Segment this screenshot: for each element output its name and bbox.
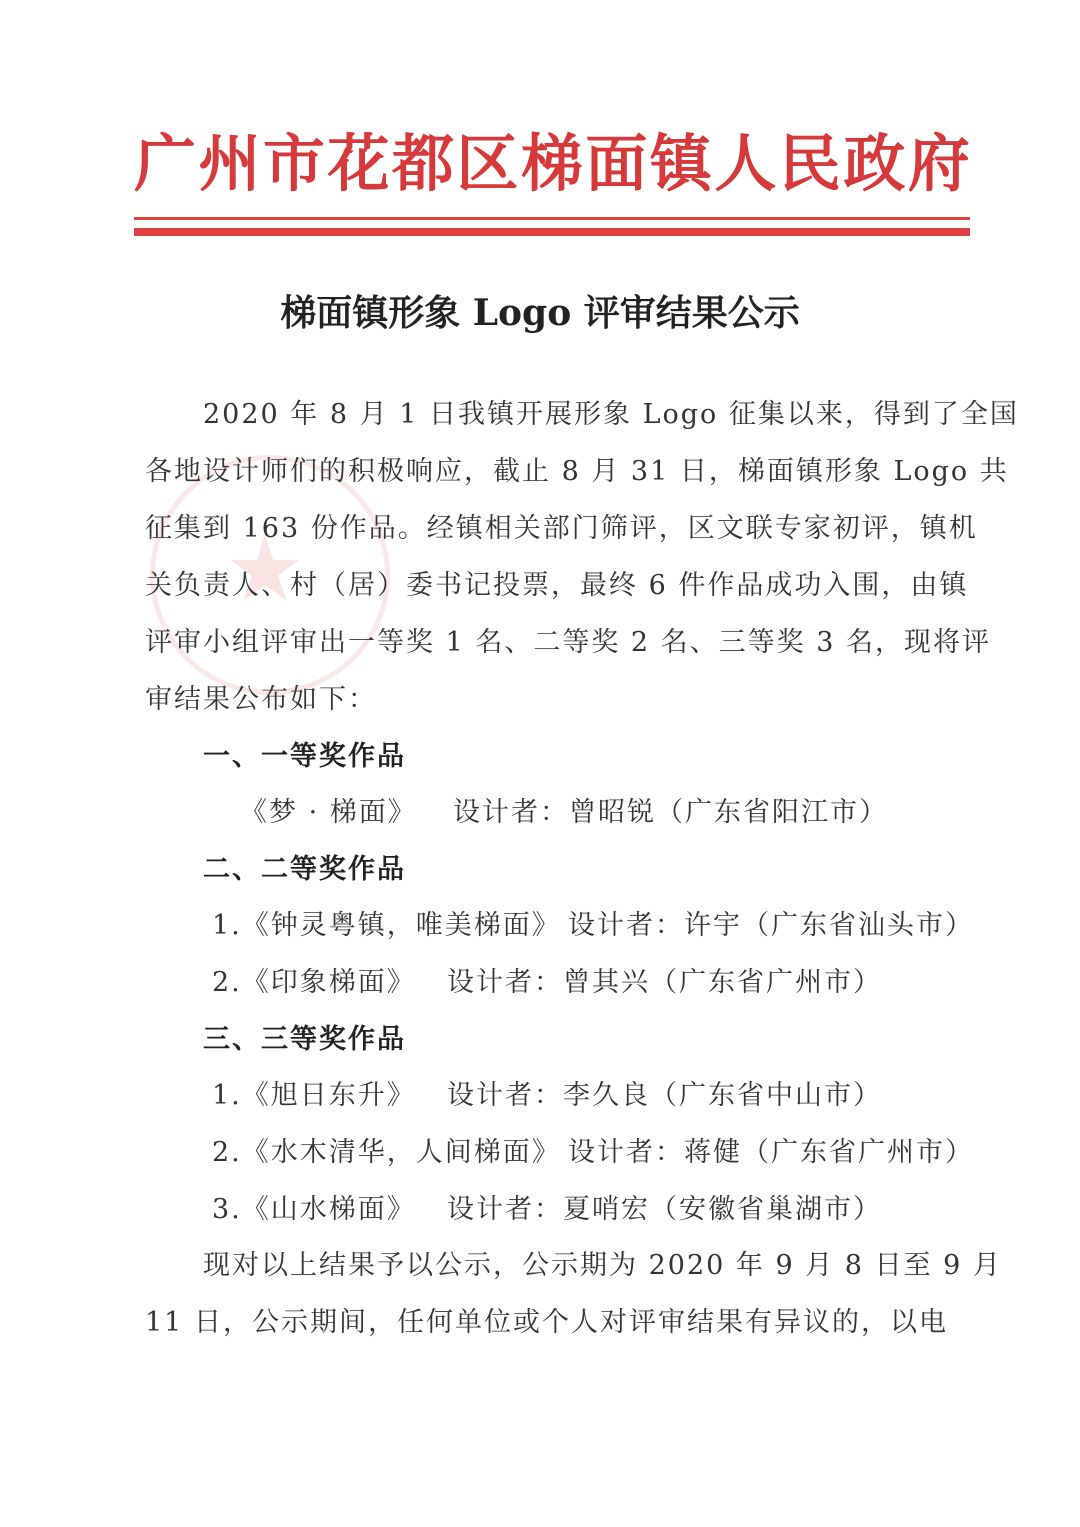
award-designer: 设计者：夏哨宏（安徽省巢湖市） (447, 1194, 882, 1225)
award-designer: 设计者：蒋健（广东省广州市） (568, 1137, 974, 1168)
intro-line: 审结果公布如下： (145, 684, 377, 715)
section-heading: 一、一等奖作品 (203, 741, 406, 772)
masthead-char: 府 (907, 127, 970, 200)
closing-line: 11 日，公示期间，任何单位或个人对评审结果有异议的，以电 (145, 1307, 948, 1338)
closing-line: 现对以上结果予以公示，公示期为 2020 年 9 月 8 日至 9 月 (203, 1250, 1002, 1281)
intro-line: 评审小组评审出一等奖 1 名、二等奖 2 名、三等奖 3 名，现将评 (145, 627, 992, 658)
intro-line: 各地设计师们的积极响应，截止 8 月 31 日，梯面镇形象 Logo 共 (145, 456, 1009, 487)
award-designer: 设计者：曾昭锐（广东省阳江市） (453, 797, 888, 828)
masthead-char: 都 (391, 127, 454, 200)
award-designer: 设计者：李久良（广东省中山市） (447, 1080, 882, 1111)
award-designer: 设计者：曾其兴（广东省广州市） (447, 967, 882, 998)
agency-masthead (134, 128, 970, 200)
intro-line: 征集到 163 份作品。经镇相关部门筛评，区文联专家初评，镇机 (145, 513, 978, 544)
award-work: 《梦 · 梯面》 (240, 797, 417, 828)
document-title: 梯面镇形象 Logo 评审结果公示 (280, 292, 800, 334)
masthead-divider-thick (134, 228, 970, 236)
masthead-char: 镇 (649, 127, 712, 200)
section-heading: 三、三等奖作品 (203, 1024, 406, 1055)
intro-line: 2020 年 8 月 1 日我镇开展形象 Logo 征集以来，得到了全国 (203, 399, 1019, 430)
masthead-divider-thin (134, 217, 970, 220)
award-work: 1.《钟灵粤镇，唯美梯面》 (212, 910, 561, 941)
masthead-char: 区 (456, 127, 519, 200)
masthead-char: 州 (198, 127, 261, 200)
award-work: 3.《山水梯面》 (212, 1194, 416, 1225)
masthead-char: 广 (134, 127, 197, 200)
masthead-char: 市 (262, 127, 325, 200)
award-work: 2.《印象梯面》 (212, 967, 416, 998)
masthead-char: 政 (843, 127, 906, 200)
award-designer: 设计者：许宇（广东省汕头市） (568, 910, 974, 941)
masthead-char: 人 (714, 127, 777, 200)
award-work: 2.《水木清华，人间梯面》 (212, 1137, 561, 1168)
masthead-char: 梯 (520, 127, 583, 200)
masthead-char: 花 (327, 127, 390, 200)
masthead-char: 面 (585, 127, 648, 200)
section-heading: 二、二等奖作品 (203, 854, 406, 885)
seal-star-icon: ★ (224, 517, 306, 622)
award-work: 1.《旭日东升》 (212, 1080, 416, 1111)
intro-line: 关负责人、村（居）委书记投票，最终 6 件作品成功入围，由镇 (145, 570, 969, 601)
masthead-char: 民 (778, 127, 841, 200)
